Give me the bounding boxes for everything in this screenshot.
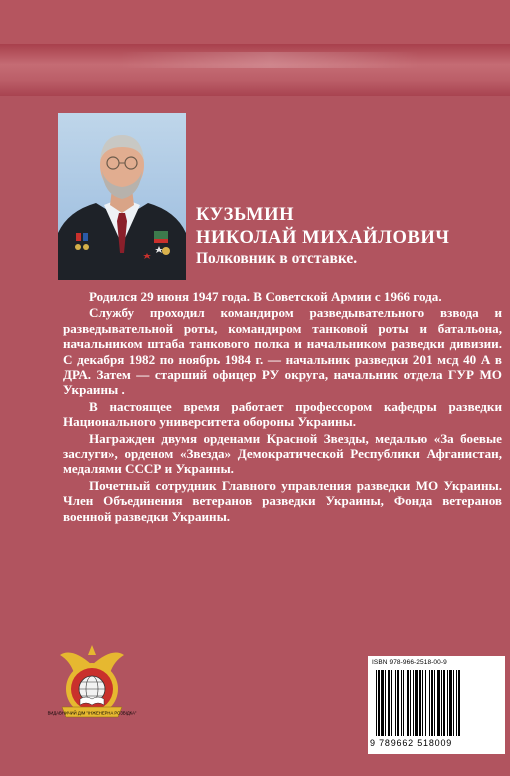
bio-paragraph: В настоящее время работает профессором кафедры разведки Национального университета обороны Украины. xyxy=(63,398,502,430)
author-surname: КУЗЬМИН xyxy=(196,205,295,225)
bio-paragraph: Награжден двумя орденами Красной Звезды, медалью «За боевые заслуги», орденом «Звезда» Демократической Республики Афганистан, медалями СССР и Украины. xyxy=(63,430,502,477)
isbn-label: ISBN 978-966-2518-00-9 xyxy=(372,659,447,666)
author-given-names: НИКОЛАЙ МИХАЙЛОВИЧ xyxy=(196,228,450,248)
publisher-emblem-icon xyxy=(47,645,137,727)
barcode-panel xyxy=(368,656,505,754)
author-name xyxy=(196,204,450,250)
barcode-digits: 9 789662 518009 xyxy=(370,738,453,748)
author-biography xyxy=(63,289,502,525)
emblem-ribbon-text: ВИДАВНИЧИЙ ДІМ "ІНЖЕНЕРНА РОЗВІДКА" xyxy=(47,710,137,716)
bio-paragraph: Службу проходил командиром разведывательного взвода и разведывательной роты, командиром танковой роты и батальона, начальником штаба танкового полка и начальником разведки дивизии. С декабря 1982 по ноябрь 1984 г. — начальник разведки 201 мсд 40 А в ДРА. Затем — старший офицер РУ округа, начальник отдела ГУР МО Украины . xyxy=(63,305,502,398)
barcode-icon xyxy=(376,670,497,740)
stripe-highlight xyxy=(120,52,420,68)
cover-top-band xyxy=(0,0,510,44)
bio-paragraph: Почетный сотрудник Главного управления разведки МО Украины. Член Объединения ветеранов разведки Украины, Фонда ветеранов военной разведки Украины. xyxy=(63,477,502,524)
author-portrait xyxy=(58,113,186,280)
bio-paragraph: Родился 29 июня 1947 года. В Советской Армии с 1966 года. xyxy=(89,289,442,304)
author-rank: Полковник в отставке. xyxy=(196,250,358,267)
